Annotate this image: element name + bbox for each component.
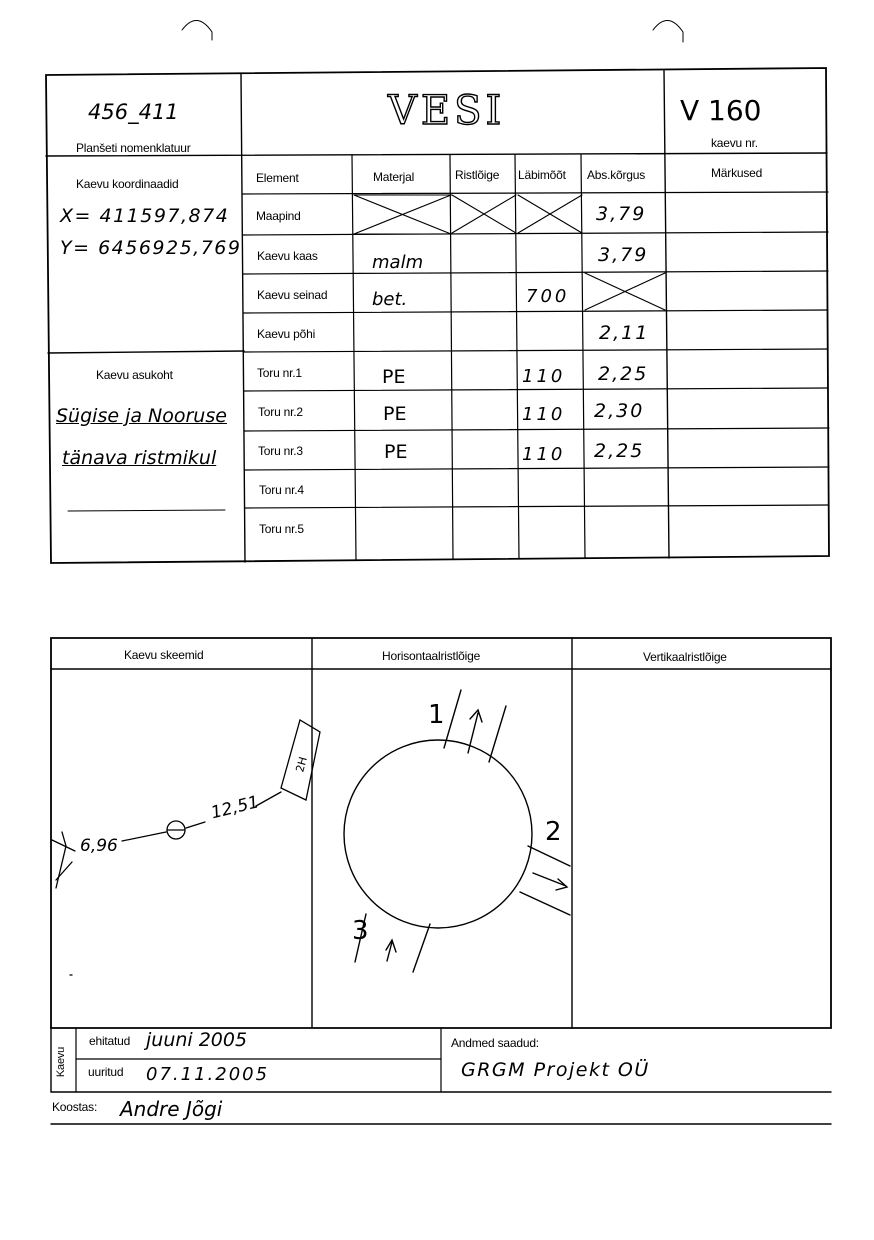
- pipe-number-1: 1: [428, 700, 445, 730]
- nomenclature-value: 456_411: [88, 100, 179, 124]
- header-element: Element: [256, 171, 299, 185]
- row-element-label: Kaevu põhi: [257, 327, 316, 341]
- coordinates-label: Kaevu koordinaadid: [76, 177, 179, 191]
- cell-materjal: malm: [372, 252, 424, 273]
- binder-hole-right: [653, 20, 683, 42]
- data-source-label: Andmed saadud:: [451, 1036, 539, 1050]
- compiled-by-value: Andre Jõgi: [120, 1097, 223, 1121]
- coordinate-y: Y= 6456925,769: [60, 237, 242, 259]
- well-number-value: V 160: [680, 94, 762, 127]
- horizontal-section-drawing: [344, 690, 570, 972]
- scheme-box-label: 2H: [293, 755, 310, 774]
- header-labimoot: Läbimõõt: [518, 168, 566, 182]
- cell-abs-korgus: 2,25: [594, 440, 645, 462]
- cell-abs-korgus: 2,30: [594, 400, 645, 422]
- row-element-label: Toru nr.1: [257, 366, 302, 380]
- horizontal-section-label: Horisontaalristlõige: [382, 649, 481, 663]
- row-element-label: Toru nr.2: [258, 405, 303, 419]
- footer-side-label: Kaevu: [55, 1046, 68, 1078]
- row-element-label: Toru nr.3: [258, 444, 303, 458]
- coordinate-x: X= 411597,874: [60, 205, 230, 227]
- surveyed-label: uuritud: [88, 1065, 124, 1079]
- scheme-distance-left: 6,96: [80, 836, 118, 856]
- well-number-label: kaevu nr.: [711, 136, 758, 150]
- cell-labimoot: 110: [522, 404, 566, 425]
- location-line-2: tänava ristmikul: [62, 447, 217, 469]
- cell-abs-korgus: 2,11: [599, 322, 650, 344]
- cell-labimoot: 700: [526, 286, 570, 307]
- compiled-by-label: Koostas:: [52, 1100, 98, 1114]
- row-element-label: Maapind: [256, 209, 301, 223]
- row-element-label: Kaevu seinad: [257, 288, 328, 302]
- built-label: ehitatud: [89, 1034, 131, 1048]
- cell-abs-korgus: 3,79: [598, 244, 649, 266]
- surveyed-value: 07.11.2005: [146, 1064, 270, 1085]
- cell-materjal: bet.: [372, 289, 408, 310]
- row-element-label: Toru nr.4: [259, 483, 304, 497]
- cell-materjal: PE: [382, 366, 406, 388]
- built-value: juuni 2005: [146, 1029, 248, 1051]
- cell-abs-korgus: 2,25: [598, 363, 649, 385]
- binder-hole-left: [182, 20, 212, 40]
- cell-abs-korgus: 3,79: [596, 203, 647, 225]
- cell-labimoot: 110: [522, 444, 566, 465]
- pipe-number-3: 3: [352, 916, 369, 946]
- row-element-label: Toru nr.5: [259, 522, 304, 536]
- nomenclature-label: Planšeti nomenklatuur: [76, 141, 191, 155]
- scheme-distance-right: 12,51: [209, 792, 262, 824]
- data-source-value: GRGM Projekt OÜ: [461, 1059, 650, 1081]
- location-label: Kaevu asukoht: [96, 368, 173, 382]
- header-abs-korgus: Abs.kõrgus: [587, 168, 646, 182]
- header-materjal: Materjal: [373, 170, 415, 184]
- pipe-number-2: 2: [545, 817, 562, 847]
- page-title: VESI: [388, 88, 506, 134]
- scheme-label: Kaevu skeemid: [124, 648, 204, 662]
- location-line-1: Sügise ja Nooruse: [56, 405, 227, 427]
- cell-labimoot: 110: [522, 366, 566, 387]
- header-markused: Märkused: [711, 166, 763, 180]
- cell-materjal: PE: [383, 403, 407, 425]
- header-ristloige: Ristlõige: [455, 168, 500, 182]
- vertical-section-label: Vertikaalristlõige: [643, 650, 727, 664]
- row-element-label: Kaevu kaas: [257, 249, 318, 263]
- cell-materjal: PE: [384, 441, 408, 463]
